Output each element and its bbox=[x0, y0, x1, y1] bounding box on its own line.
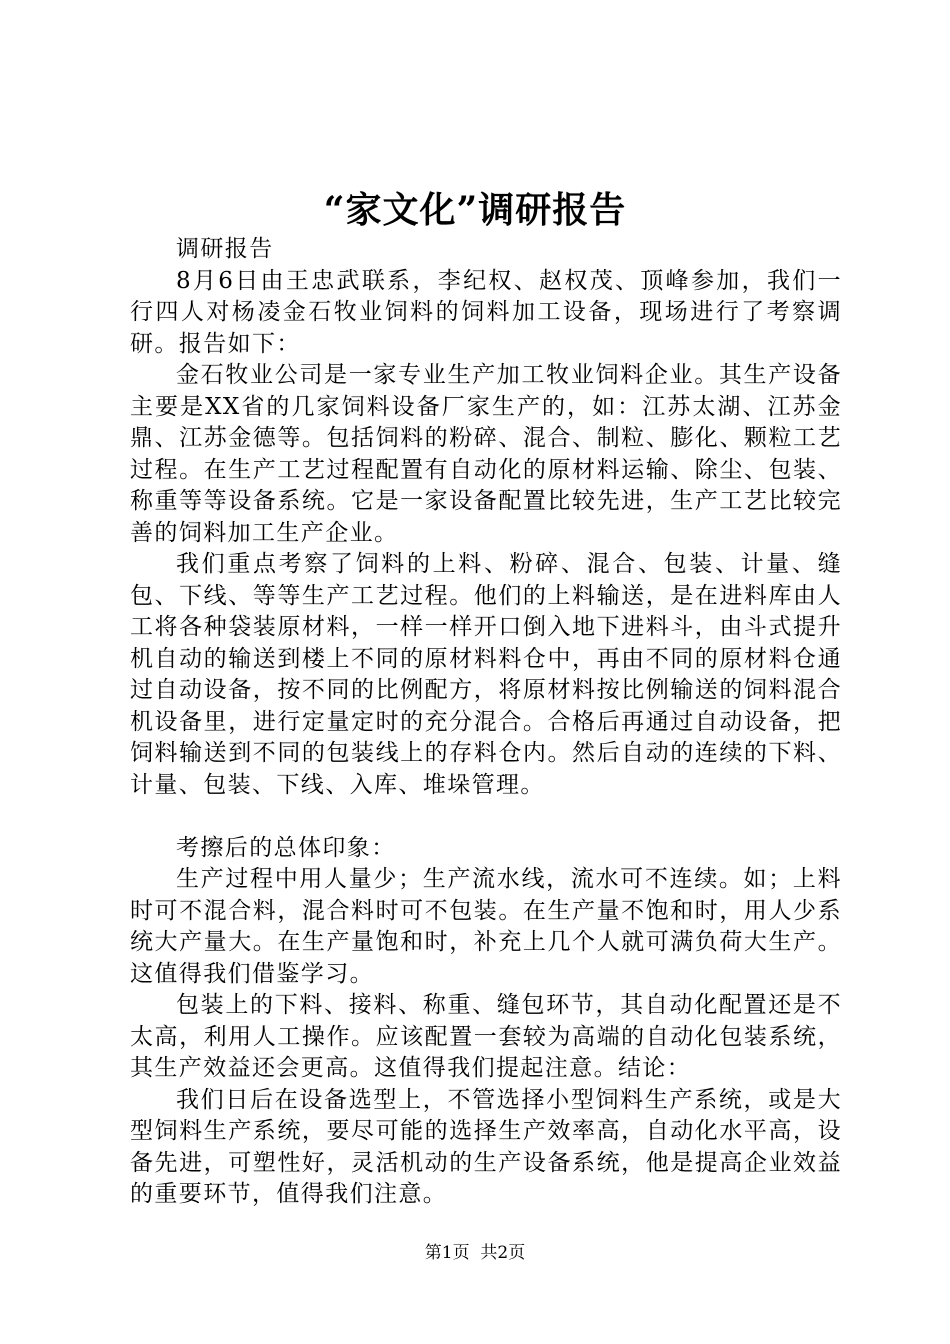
paragraph-intro: 8月6日由王忠武联系，李纪权、赵权茂、顶峰参加，我们一行四人对杨凌金石牧业饲料的饲料加工设备，现场进行了考察调研。报告如下： bbox=[130, 267, 842, 357]
paragraph-process: 我们重点考察了饲料的上料、粉碎、混合、包装、计量、缝包、下线、等等生产工艺过程。他们的上料输送，是在进料库由人工将各种袋装原材料，一样一样开口倒入地下进料斗，由斗式提升机自动的输送到楼上不同的原材料料仓中，再由不同的原材料仓通过自动设备，按不同的比例配方，将原材料按比例输送的饲料混合机设备里，进行定量定时的充分混合。合格后再通过自动设备，把饲料输送到不同的包装线上的存料仓内。然后自动的连续的下料、计量、包装、下线、入库、堆垛管理。 bbox=[130, 551, 842, 798]
document-body bbox=[130, 234, 842, 1211]
paragraph-impression-heading: 考擦后的总体印象： bbox=[176, 834, 396, 861]
page-total: 共2页 bbox=[480, 1243, 526, 1263]
paragraph-heading: 调研报告 bbox=[176, 236, 274, 262]
paragraph-conclusion: 我们日后在设备选型上，不管选择小型饲料生产系统，或是大型饲料生产系统，要尽可能的选择生产效率高，自动化水平高，设备先进，可塑性好，灵活机动的生产设备系统，他是提高企业效益的重要环节，值得我们注意。 bbox=[130, 1086, 842, 1207]
paragraph-impression: 生产过程中用人量少；生产流水线，流水可不连续。如；上料时可不混合料，混合料时可不包装。在生产量不饱和时，用人少系统大产量大。在生产量饱和时，补充上几个人就可满负荷大生产。这值得我们借鉴学习。 bbox=[130, 866, 842, 987]
document-title: “家文化”调研报告 bbox=[323, 189, 627, 231]
page-number: 第1页 bbox=[424, 1243, 470, 1263]
paragraph-packaging: 包装上的下料、接料、称重、缝包环节，其自动化配置还是不太高，利用人工操作。应该配置一套较为高端的自动化包装系统，其生产效益还会更高。这值得我们提起注意。结论： bbox=[130, 992, 842, 1081]
page-footer bbox=[0, 1241, 950, 1265]
paragraph-company: 金石牧业公司是一家专业生产加工牧业饲料企业。其生产设备主要是XX省的几家饲料设备厂家生产的，如：江苏太湖、江苏金鼎、江苏金德等。包括饲料的粉碎、混合、制粒、膨化、颗粒工艺过程。在生产工艺过程配置有自动化的原材料运输、除尘、包装、称重等等设备系统。它是一家设备配置比较先进，生产工艺比较完善的饲料加工生产企业。 bbox=[130, 362, 842, 546]
